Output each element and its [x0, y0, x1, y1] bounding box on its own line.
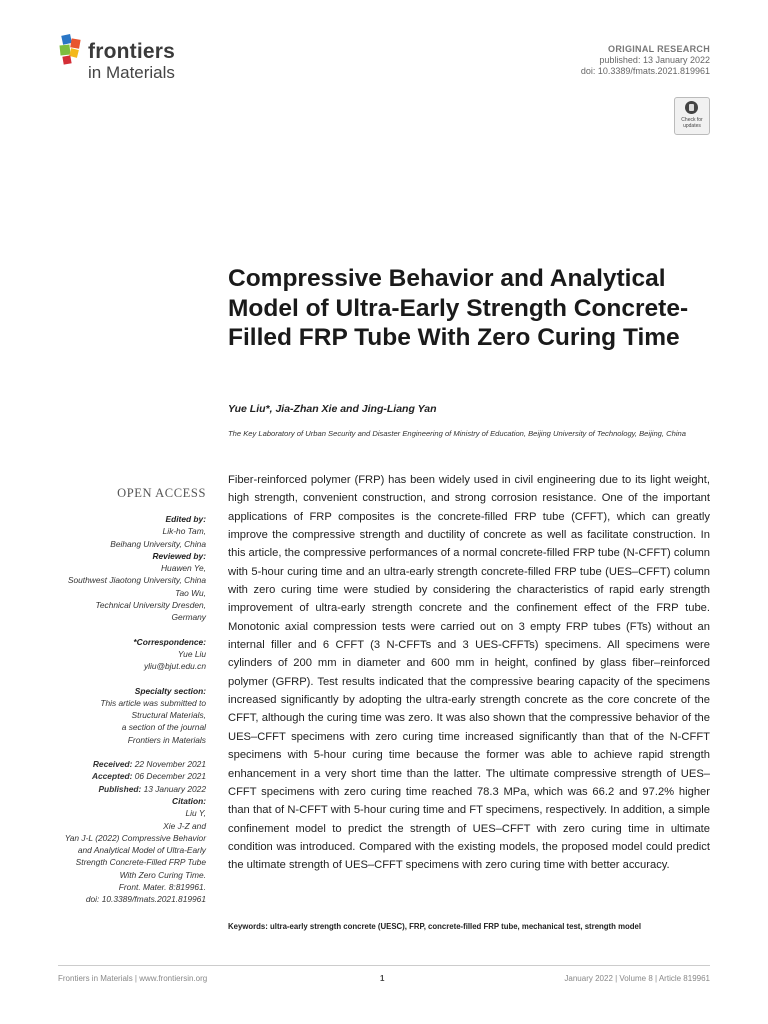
citation-line: Xie J-Z and — [163, 820, 206, 831]
abstract: Fiber-reinforced polymer (FRP) has been widely used in civil engineering due to its light weight, high strength, convenient construction, and strong corrosion resistance. One of the important applications of FRP composites is the concrete-filled FRP tube (CFFT), which can greatly improve the compressive strength and ductility of concrete as well as facilitate construction. In this article, the compressive performances of a normal concrete-filled FRP tube (N-CFFT) column with 5-hour curing time and an ultra-early strength concrete-filled FRP tube (UES–CFFT) column with zero curing time were studied by considering the characteristics of rapid early strength improvement of ultra-early strength concrete and the confinement effect of the FRP tube. Monotonic axial compression tests were carried out on 3 empty FRP tubes (FTs) without an internal filler and 6 CFFT (3 N-CFFTs and 3 UES-CFFTs) specimens. All specimens were cylinders of 200 mm in diameter and 600 mm in height, confined by glass fiber–reinforced polymer (GFRP). Test results indicated that the compressive bearing capacity of the specimens increased significantly by adopting the ultra-early strength concrete as the core concrete of the CFFT, although the curing time was zero. It was also shown that the compressive behavior of the UES–CFFT specimens with zero curing time increased significantly than that of the N-CFFT specimens with 5-hour curing time because the former was able to achieve rapid strength enhancement in a very short time than the latter. The ultimate compressive strength of UES–CFFT specimens with zero curing time reached 78.3 MPa, which was 66.2 and 97.2% higher than that of N-CFFT with 5-hour curing time and FT specimens, respectively. In addition, a simple confinement model to predict the strength of UES–CFFT with zero curing time in ultimate condition was introduced. Compared with the existing models, the proposed model could predict the ultimate strength of UES–CFFT specimens with zero curing time with better accuracy. — [228, 474, 710, 872]
journal-name-light: in Materials — [88, 63, 175, 82]
published-row — [30, 783, 206, 795]
accepted-row — [30, 770, 206, 782]
reviewer-affiliation: Technical University Dresden, — [95, 600, 206, 611]
specialty-line: a section of the journal — [121, 722, 206, 733]
article-type: ORIGINAL RESEARCH — [608, 44, 710, 54]
accepted-date: 06 December 2021 — [134, 771, 206, 782]
editor-affiliation: Beihang University, China — [110, 538, 206, 549]
specialty-line: This article was submitted to — [100, 697, 206, 708]
accepted-label: Accepted: — [91, 771, 133, 782]
specialty-line: Frontiers in Materials — [127, 734, 206, 745]
journal-name-bold: frontiers — [88, 40, 175, 63]
reviewer-affiliation: Germany — [171, 612, 206, 623]
published-date: published: 13 January 2022 — [599, 55, 710, 65]
received-row — [30, 758, 206, 770]
affiliation: The Key Laboratory of Urban Security and Disaster Engineering of Ministry of Education, Beijing University of Technology, Beijing, China — [228, 429, 686, 438]
citation-line: Strength Concrete-Filled FRP Tube — [75, 857, 206, 868]
reviewed-by-label: Reviewed by: — [152, 550, 206, 561]
check-updates-icon — [685, 101, 698, 114]
article-title: Compressive Behavior and Analytical Model of Ultra-Early Strength Concrete-Filled FRP Tube With Zero Curing Time — [228, 265, 689, 351]
published-date-side: 13 January 2022 — [143, 783, 206, 794]
citation-line: Yan J-L (2022) Compressive Behavior — [64, 832, 206, 843]
open-access-label: OPEN ACCESS — [117, 486, 206, 500]
footer-journal-link[interactable]: Frontiers in Materials | www.frontiersin.org — [58, 974, 208, 983]
citation-label: Citation: — [172, 795, 206, 806]
journal-logo[interactable] — [58, 33, 198, 83]
correspondence-name: Yue Liu — [177, 648, 206, 659]
article-meta-header — [581, 44, 710, 77]
check-for-updates-button[interactable] — [674, 97, 710, 135]
frontiers-logo-icon — [58, 33, 84, 67]
citation-line: Front. Mater. 8:819961. — [118, 882, 206, 893]
specialty-line: Structural Materials, — [131, 710, 206, 721]
article-sidebar — [30, 513, 206, 906]
reviewer-name: Tao Wu, — [175, 587, 206, 598]
received-label: Received: — [92, 759, 133, 770]
authors[interactable]: Yue Liu*, Jia-Zhan Xie and Jing-Liang Yan — [228, 403, 437, 415]
citation-line: Liu Y, — [185, 808, 206, 819]
footer-divider — [58, 965, 710, 966]
reviewer-affiliation: Southwest Jiaotong University, China — [67, 575, 206, 586]
keywords: Keywords: ultra-early strength concrete (UESC), FRP, concrete-filled FRP tube, mechanical test, strength model — [228, 922, 642, 931]
published-label: Published: — [98, 783, 142, 794]
correspondence-email[interactable]: yliu@bjut.edu.cn — [143, 661, 206, 672]
doi[interactable]: doi: 10.3389/fmats.2021.819961 — [580, 66, 710, 76]
citation-doi[interactable]: doi: 10.3389/fmats.2021.819961 — [85, 894, 206, 905]
footer-volume-info: January 2022 | Volume 8 | Article 819961 — [564, 974, 710, 983]
reviewer-name: Huawen Ye, — [160, 563, 206, 574]
edited-by-label: Edited by: — [165, 514, 206, 524]
correspondence-label: *Correspondence: — [133, 636, 206, 647]
page-number: 1 — [380, 974, 385, 983]
check-updates-label: Check for updates — [681, 117, 703, 129]
citation-line: With Zero Curing Time. — [119, 869, 206, 880]
citation-line: and Analytical Model of Ultra-Early — [77, 845, 206, 856]
specialty-section-label: Specialty section: — [134, 685, 206, 696]
editor-name: Lik-ho Tam, — [162, 526, 206, 537]
received-date: 22 November 2021 — [134, 759, 206, 770]
